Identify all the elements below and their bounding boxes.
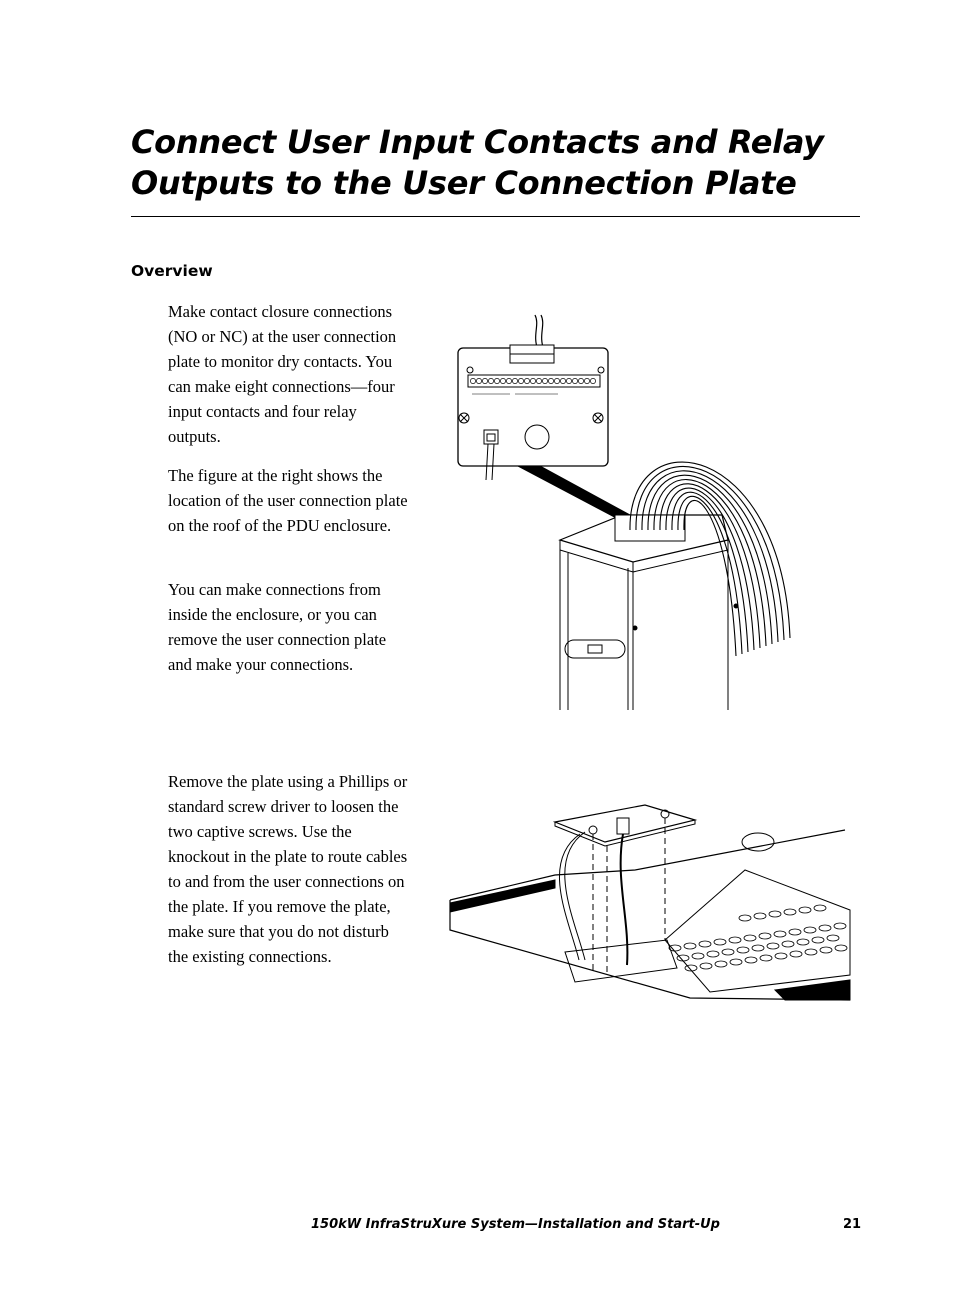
plate-removal-illustration bbox=[445, 800, 855, 1010]
footer-page-number: 21 bbox=[843, 1217, 862, 1232]
paragraph-remove-plate: Remove the plate using a Phillips or standard screw driver to loosen the two captive screws. Use the knockout in the plate to route cables to and from the user connections on the plate. If you remove the plate, make sure that you do not disturb the existing connections. bbox=[168, 772, 408, 966]
page-title bbox=[131, 122, 861, 204]
title-rule bbox=[131, 216, 860, 217]
paragraph-connection-options: You can make connections from inside the enclosure, or you can remove the user connection plate and make your connections. bbox=[168, 580, 387, 674]
pdu-enclosure-illustration bbox=[440, 310, 860, 715]
page-title-line-1: Connect User Input Contacts and Relay bbox=[131, 123, 824, 161]
paragraph-figure-reference: The figure at the right shows the location of the user connection plate on the roof of the PDU enclosure. bbox=[168, 466, 408, 535]
paragraph-contact-closure: Make contact closure connections (NO or NC) at the user connection plate to monitor dry contacts. You can make eight connections—four input contacts and four relay outputs. bbox=[168, 302, 397, 446]
page-title-line-2: Outputs to the User Connection Plate bbox=[131, 164, 797, 202]
footer-document-title: 150kW InfraStruXure System—Installation and Start-Up bbox=[311, 1217, 720, 1232]
section-heading-overview: Overview bbox=[131, 262, 213, 280]
